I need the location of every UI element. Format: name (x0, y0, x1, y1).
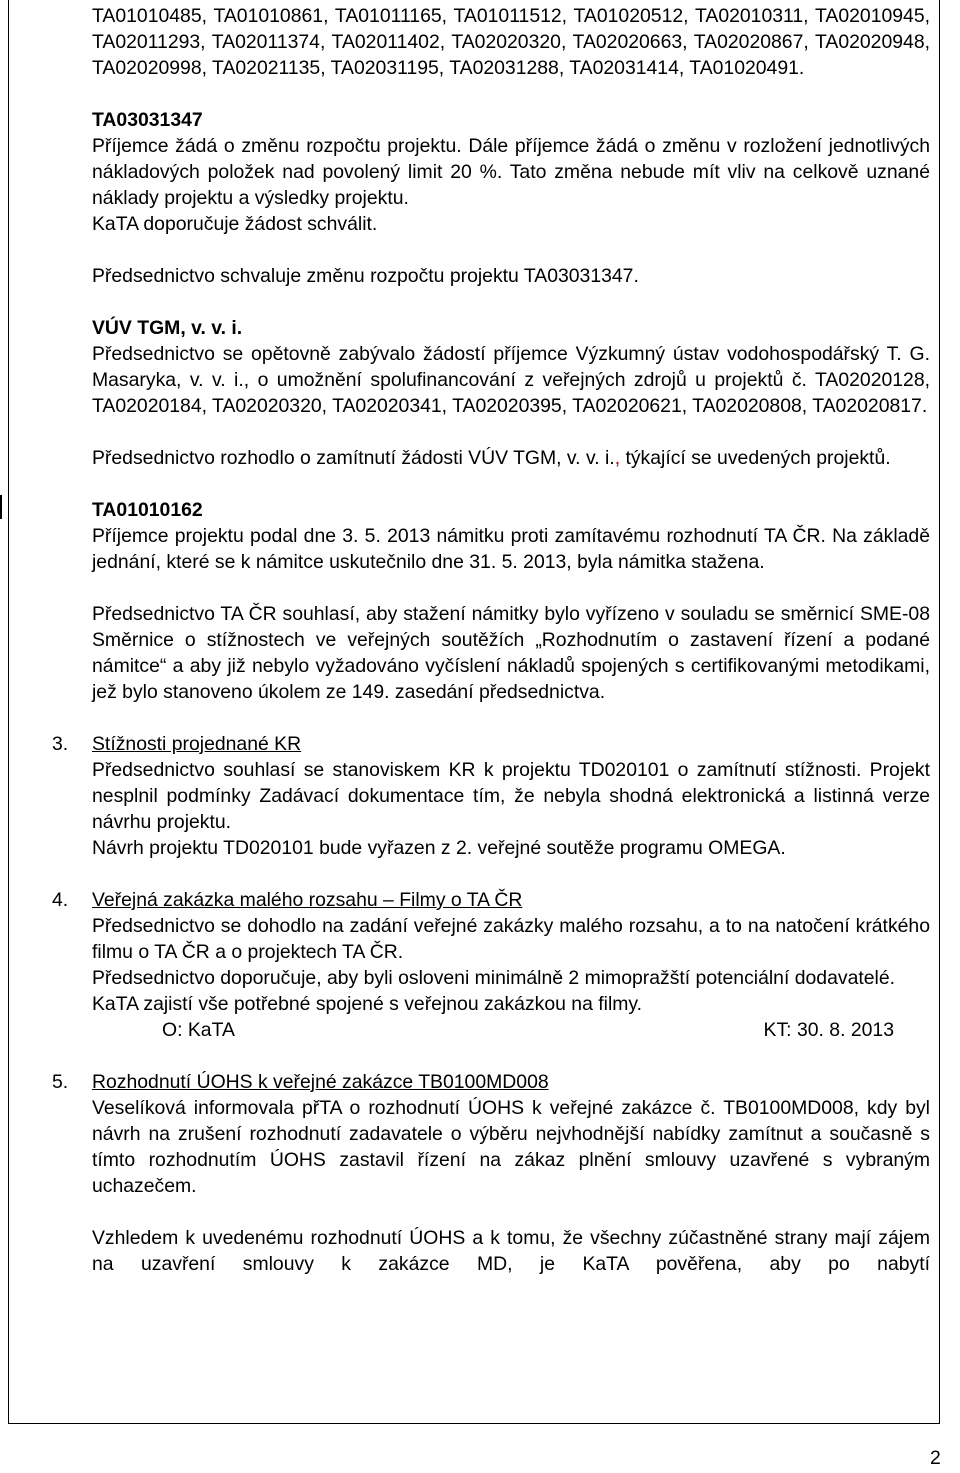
vuv-text: Předsednictvo se opětovně zabývalo žádostí příjemce Výzkumný ústav vodohospodářský T. G. Masaryka, v. v. i., o umožnění spolufinancování z veřejných zdrojů u projektů č. TA02020128, TA02020184, TA02020320, TA02020341, TA02020395, TA02020621, TA02020808, TA02020817. (92, 343, 930, 417)
vuv-decision (92, 445, 930, 471)
ta01-heading: TA01010162 (92, 499, 203, 521)
vuv-decision-text: Předsednictvo rozhodlo o zamítnutí žádosti VÚV TGM, v. v. i. (92, 447, 615, 469)
section-5 (52, 1069, 930, 1277)
vuv-decision-tail: týkající se uvedených projektů. (620, 447, 891, 469)
task-deadline: KT: 30. 8. 2013 (763, 1019, 894, 1041)
section-paragraph: Předsednictvo souhlasí se stanoviskem KR k projektu TD020101 o zamítnutí stížnosti. Projekt nesplnil podmínky Zadávací dokumentace tím, že nebyla shodná elektronická a listinná verze návrhu projektu. (92, 759, 930, 833)
document-body (52, 0, 930, 1277)
section-4 (52, 887, 930, 1043)
vuv-heading: VÚV TGM, v. v. i. (92, 317, 243, 339)
section-paragraph: Předsednictvo doporučuje, aby byli osloveni minimálně 2 mimopražští potenciální dodavatelé. (92, 967, 895, 989)
section-3 (52, 731, 930, 861)
ta01-text: Příjemce projektu podal dne 3. 5. 2013 námitku proti zamítavému rozhodnutí TA ČR. Na základě jednání, které se k námitce uskutečnilo dne 31. 5. 2013, byla námitka stažena. (92, 525, 930, 573)
section-paragraph: KaTA zajistí vše potřebné spojené s veřejnou zakázkou na filmy. (92, 993, 643, 1015)
ta01-decision: Předsednictvo TA ČR souhlasí, aby stažení námitky bylo vyřízeno v souladu se směrnicí SME-08 Směrnice o stížnostech ve veřejných soutěžích „Rozhodnutím o zastavení řízení a podané námitce“ a aby již nebylo vyžadováno vyčíslení nákladů spojených s certifikovanými metodikami, jež bylo stanoveno úkolem ze 149. zasedání předsednictva. (92, 603, 930, 703)
page-number: 2 (930, 1447, 941, 1469)
section-title: Rozhodnutí ÚOHS k veřejné zakázce TB0100MD008 (92, 1071, 549, 1093)
ta03-decision: Předsednictvo schvaluje změnu rozpočtu projektu TA03031347. (92, 265, 639, 287)
section-paragraph: Veselíková informovala přTA o rozhodnutí ÚOHS k veřejné zakázce č. TB0100MD008, kdy byl návrh na zrušení rozhodnutí zadavatele o výběru nejvhodnější nabídky zamítnut a současně s tímto rozhodnutím ÚOHS zastavil řízení na zákaz plnění smlouvy uzavřené s vybraným uchazečem. (92, 1097, 930, 1197)
task-responsible: O: KaTA (162, 1019, 235, 1041)
section-paragraph: Návrh projektu TD020101 bude vyřazen z 2. veřejné soutěže programu OMEGA. (92, 837, 786, 859)
revision-change-bar (0, 495, 2, 519)
section-number: 3. (52, 733, 69, 755)
task-assignment (92, 1017, 930, 1043)
revision-mark: , (614, 447, 621, 469)
ta03-recommendation: KaTA doporučuje žádost schválit. (92, 213, 378, 235)
section-paragraph: Předsednictvo se dohodlo na zadání veřejné zakázky malého rozsahu, a to na natočení krátkého filmu o TA ČR a o projektech TA ČR. (92, 915, 930, 963)
ta03-text: Příjemce žádá o změnu rozpočtu projektu. Dále příjemce žádá o změnu v rozložení jednotlivých nákladových položek nad povolený limit 20 %. Tato změna nebude mít vliv na celkově uznané náklady projektu a výsledky projektu. (92, 135, 930, 209)
section-number: 4. (52, 889, 69, 911)
section-title: Stížnosti projednané KR (92, 733, 302, 755)
section-number: 5. (52, 1071, 69, 1093)
section-paragraph-continued: Vzhledem k uvedenému rozhodnutí ÚOHS a k tomu, že všechny zúčastněné strany mají zájem na uzavření smlouvy k zakázce MD, je KaTA pověřena, aby po nabytí (92, 1227, 930, 1275)
project-code-list: TA01010485, TA01010861, TA01011165, TA01011512, TA01020512, TA02010311, TA02010945, TA02011293, TA02011374, TA02011402, TA02020320, TA02020663, TA02020867, TA02020948, TA02020998, TA02021135, TA02031195, TA02031288, TA02031414, TA01020491. (92, 5, 930, 79)
section-title: Veřejná zakázka malého rozsahu – Filmy o TA ČR (92, 889, 523, 911)
ta03-heading: TA03031347 (92, 109, 203, 131)
